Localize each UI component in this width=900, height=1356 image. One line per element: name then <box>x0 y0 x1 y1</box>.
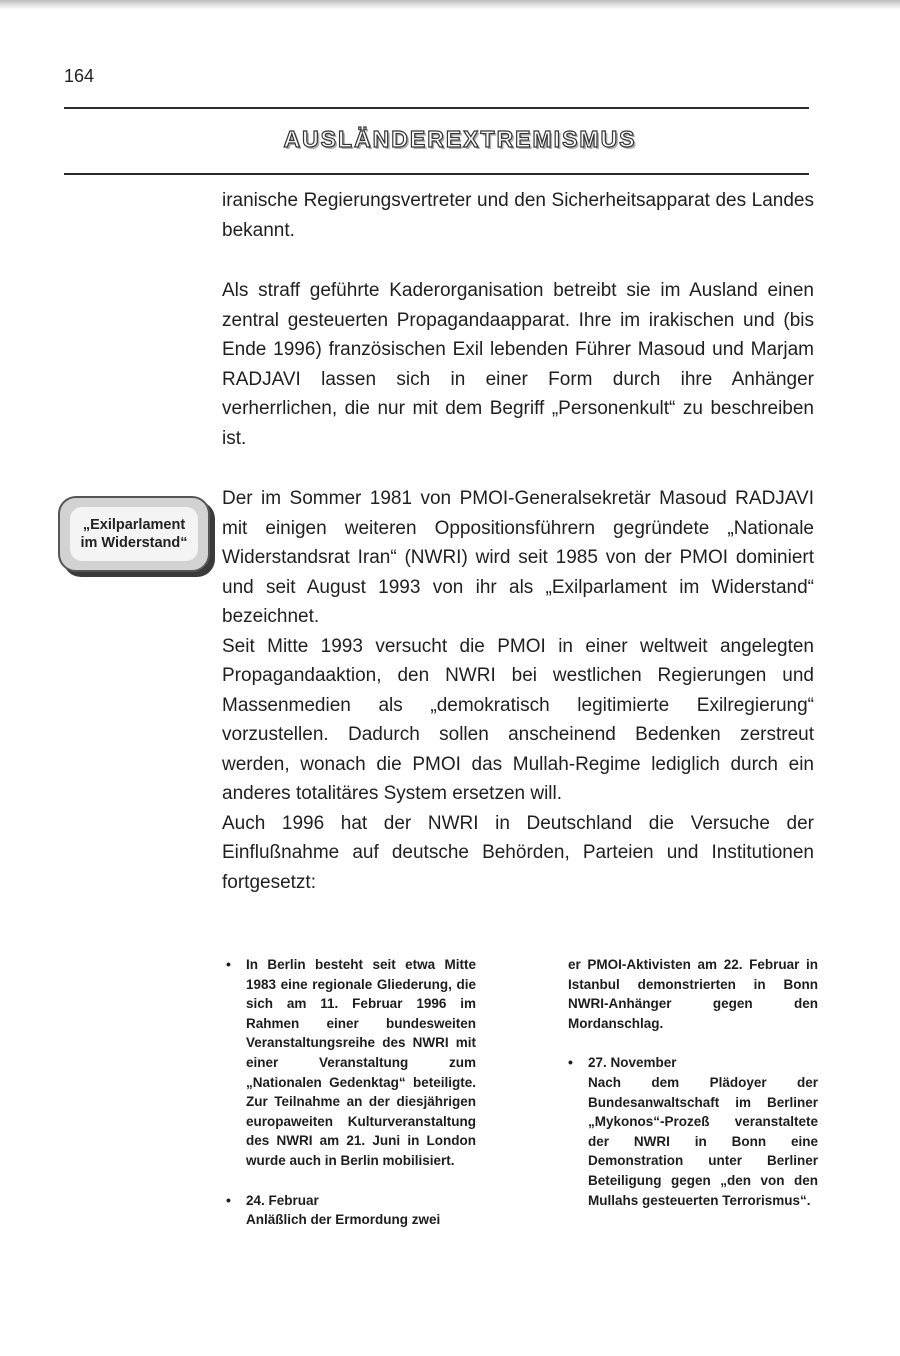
list-item-text: Anläßlich der Ermordung zwei <box>246 1212 441 1228</box>
list-item-text: Nach dem Plädoyer der Bundesanwaltschaft im Berliner „Mykonos“-Prozeß veranstaltete der NWRI in Bonn eine Demonstration unter Berliner Beteiligung gegen „den von den Mullahs gesteuerten Terrorismus“. <box>588 1074 818 1208</box>
marginal-note-label <box>80 516 187 552</box>
list-item <box>568 1053 818 1210</box>
marginal-note-line-1: „Exilparlament <box>82 517 186 533</box>
page-number: 164 <box>64 66 95 86</box>
list-item-continuation: er PMOI-Aktivisten am 22. Februar in Istanbul demonstrierten in Bonn NWRI-Anhänger gegen den Mordanschlag. <box>568 957 818 1031</box>
paragraph-text: Der im Sommer 1981 von PMOI-Generalsekretär Masoud RADJAVI mit einigen weiteren Oppositionsführern gegründete „Nationale Widerstandsrat Iran“ (NWRI) wird seit 1985 von der PMOI dominiert und seit August 1993 von ihr als „Exilparlament im Widerstand“ bezeichnet. <box>222 488 814 627</box>
body-paragraph-2 <box>222 276 814 453</box>
paragraph-text: Seit Mitte 1993 versucht die PMOI in einer weltweit angelegten Propagandaaktion, den NWRI bei westlichen Regierungen und Massenmedien als „demokratisch legitimierte Exilregierung“ vorzustellen. Dadurch sollen anscheinend Bedenken zerstreut werden, wonach die PMOI das Mullah-Regime lediglich durch ein anderes totalitäres System ersetzen will. <box>222 635 814 804</box>
paragraph-text: Als straff geführte Kaderorganisation betreibt sie im Ausland einen zentral gesteuerten Propagandaapparat. Ihre im irakischen und (bis Ende 1996) französischen Exil lebenden Führer Masoud und Marjam RADJAVI lassen sich in einer Form durch ihre Anhänger verherrlichen, die nur mit dem Begriff „Personenkult“ zu beschreiben ist. <box>222 280 814 449</box>
paragraph-text: iranische Regierungsvertreter und den Sicherheitsapparat des Landes bekannt. <box>222 190 814 241</box>
event-list-right-column <box>568 955 818 1210</box>
list-item <box>226 1191 476 1230</box>
body-paragraph-1 <box>222 186 814 245</box>
marginal-note-inner <box>70 507 198 561</box>
section-header: AUSLÄNDEREXTREMISMUS <box>283 126 637 152</box>
bullet-icon: • <box>226 956 231 972</box>
bullet-icon: • <box>226 1191 231 1208</box>
list-item-date: 24. Februar <box>246 1192 319 1208</box>
list-item-text: In Berlin besteht seit etwa Mitte 1983 eine regionale Gliederung, die sich am 11. Februar 1996 im Rahmen einer bundesweiten Veranstaltungsreihe des NWRI mit einer Veranstaltung zum „Nationalen Gedenktag“ beteiligte. Zur Teilnahme an der diesjährigen europaweiten Kulturveranstaltung des NWRI am 21. Juni in London wurde auch in Berlin mobilisiert. <box>246 957 476 1168</box>
marginal-note-box <box>58 496 210 572</box>
paragraph-text: Auch 1996 hat der NWRI in Deutschland die Versuche der Einflußnahme auf deutsche Behörden, Parteien und Institutionen fortgesetzt: <box>222 812 814 893</box>
marginal-note-line-2: im Widerstand“ <box>80 535 188 551</box>
page-edge-shadow <box>0 0 900 10</box>
list-item <box>226 955 476 1171</box>
header-rule-bottom <box>64 173 809 175</box>
event-list-left-column <box>226 955 476 1230</box>
list-item-date: 27. November <box>588 1055 677 1071</box>
header-rule-top <box>64 107 809 109</box>
body-paragraphs-main <box>222 484 814 897</box>
bullet-icon: • <box>568 1054 573 1071</box>
